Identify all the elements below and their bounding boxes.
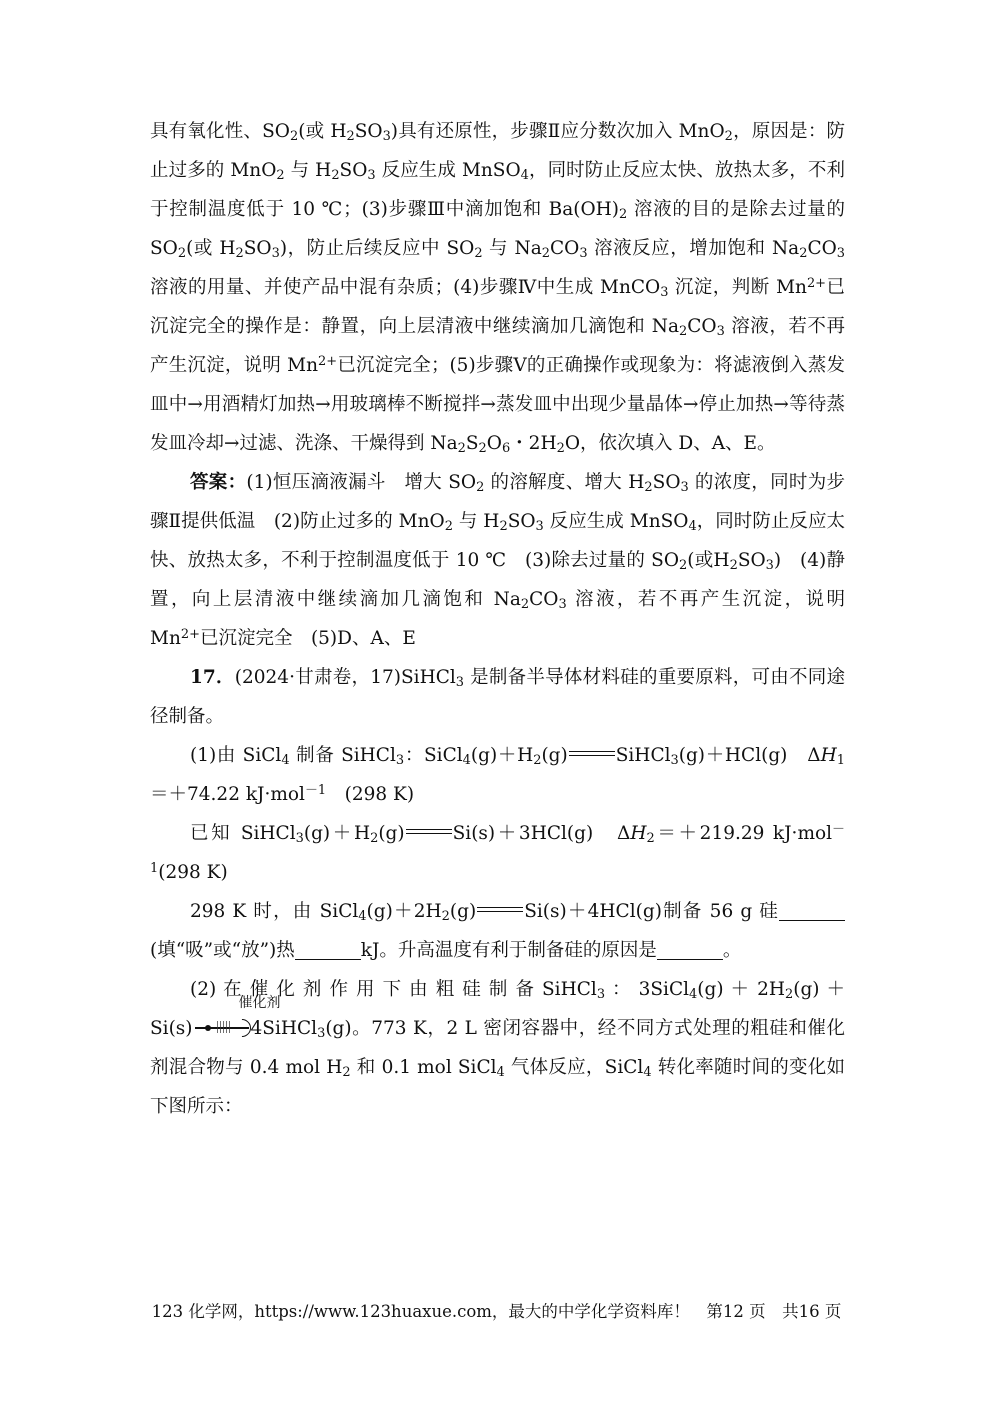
question-17-part1: (1)由 SiCl$_4$ 制备 SiHCl$_3$：$SiCl_4(g)+H_2(g)$ SiHCl$_3$(g)＋HCl(g) $\Delta H_1=+74.22$ kJ·mol$^{-1}$ (298 K) bbox=[150, 745, 846, 805]
page-body bbox=[150, 112, 845, 1126]
catalyst-arrow bbox=[193, 995, 281, 1036]
answer-blank[interactable] bbox=[779, 901, 845, 921]
answer-blank[interactable] bbox=[295, 940, 361, 960]
answer-paragraph: 答案：(1)恒压滴液漏斗 增大 $SO_2$ 的溶解度、增大 $H_2SO_3$ 的浓度，同时为步骤Ⅱ提供低温 (2)防止过多的 MnO$_2$ 与 $H_2SO_3$ 反应生成 MnSO$_4$，同时防止反应太快、放热太多，不利于控制温度低于 10 ℃ (3)除去过量的 $SO_2$(或$H_2SO_3$) (4)静置，向上层清液中继续滴加几滴饱和 $Na_2CO_3$ 溶液，若不再产生沉淀，说明 $Mn^{2+}$已沉淀完全 (5)D、A、E bbox=[150, 472, 845, 649]
question-17-known: 已知 $SiHCl_3(g)+H_2(g)$ Si(s)＋3HCl(g) $\Delta H_2=+219.29$ kJ·mol$^{-1}$(298 K) bbox=[150, 822, 845, 883]
page-footer: 123 化学网，https://www.123huaxue.com，最大的中学化学资料库！ 第12 页 共16 页 bbox=[151, 1302, 842, 1321]
answer-blank[interactable] bbox=[657, 940, 723, 960]
question-17-intro: 17．(2024·甘肃卷，17)SiHCl$_3$ 是制备半导体材料硅的重要原料，可由不同途径制备。 bbox=[150, 667, 846, 727]
equals-sign bbox=[477, 907, 523, 912]
question-17-part2: (2) 在 催 化 剂 作 用 下 由 粗 硅 制 备 SiHCl$_3$ ： 3SiCl$_4$(g) ＋ $2H_2(g) + Si(s)$ 催化剂 4SiHCl$_3$(g)。773 K，2 L 密闭容器中，经不同方式处理的粗硅和催化剂混合物与 0.4 mol $H_2$ 和 0.1 mol SiCl$_4$ 气体反应，SiCl$_4$ 转化率随时间的变化如下图所示： bbox=[150, 979, 846, 1117]
explanation-paragraph: 具有氧化性、$SO_2$(或 $H_2SO_3$)具有还原性，步骤Ⅱ应分数次加入 MnO$_2$，原因是：防止过多的 MnO$_2$ 与 $H_2SO_3$ 反应生成 MnSO$_4$，同时防止反应太快、放热太多，不利于控制温度低于 10 ℃；(3)步骤Ⅲ中滴加饱和 $Ba(OH)_2$ 溶液的目的是除去过量的 $SO_2$(或 $H_2SO_3$)，防止后续反应中 $SO_2$ 与 $Na_2CO_3$ 溶液反应，增加饱和 $Na_2CO_3$ 溶液的用量、并使产品中混有杂质；(4)步骤Ⅳ中生成 MnCO$_3$ 沉淀，判断 $Mn^{2+}$已沉淀完全的操作是：静置，向上层清液中继续滴加几滴饱和 $Na_2CO_3$ 溶液，若不再产生沉淀，说明 $Mn^{2+}$已沉淀完全；(5)步骤Ⅴ的正确操作或现象为：将滤液倒入蒸发皿中→用酒精灯加热→用玻璃棒不断搅拌→蒸发皿中出现少量晶体→停止加热→等待蒸发皿冷却→过滤、洗涤、干燥得到 $Na_2S_2O_6$・$2H_2O$，依次填入 D、A、E。 bbox=[150, 121, 846, 457]
answer-label: 答案： bbox=[190, 472, 247, 493]
equals-sign bbox=[569, 751, 615, 756]
catalyst-label: 催化剂 bbox=[238, 995, 281, 1012]
question-17-fill: 298 K 时，由 $SiCl_4(g)+2H_2(g)$ Si(s)＋4HCl(g)制备 56 g 硅(填“吸”或“放”)热 kJ。升高温度有利于制备硅的原因是 。 bbox=[150, 892, 845, 970]
question-number: 17． bbox=[190, 667, 235, 688]
equals-sign bbox=[406, 829, 452, 834]
